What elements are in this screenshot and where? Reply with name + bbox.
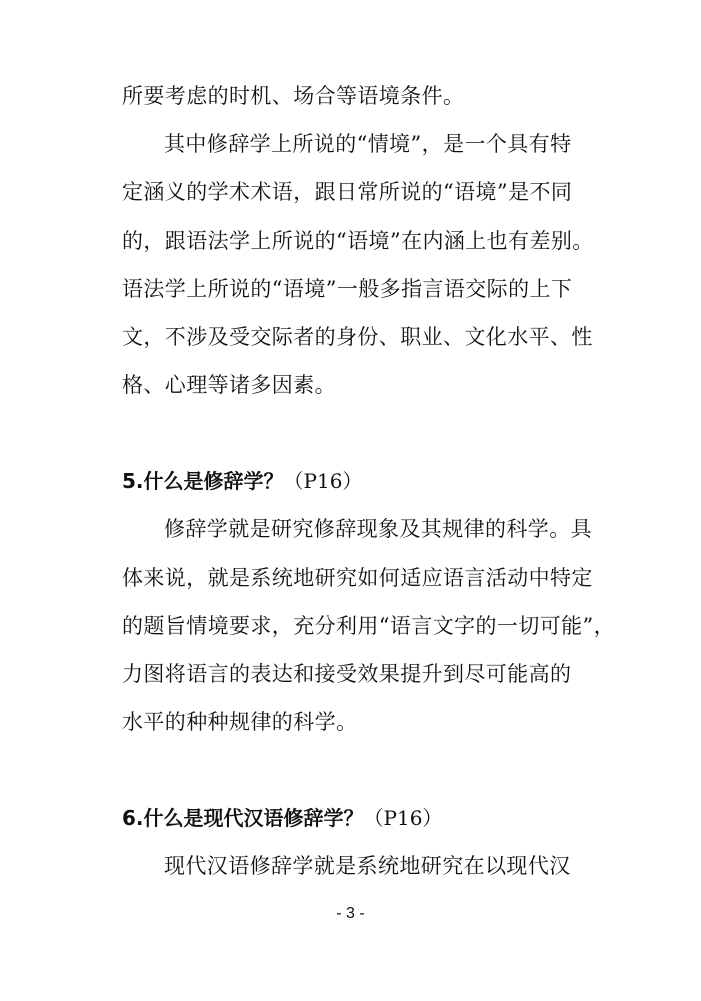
section-heading <box>122 803 442 833</box>
section-heading <box>122 466 362 496</box>
page-reference: （P16） <box>283 469 363 493</box>
paragraph-line: 水平的种种规律的科学。 <box>122 710 358 734</box>
paragraph-line: 定涵义的学术术语，跟日常所说的“语境”是不同 <box>122 180 573 204</box>
paragraph-line: 的题旨情境要求，充分利用“语言文字的一切可能”， <box>122 614 616 638</box>
paragraph-line: 体来说，就是系统地研究如何适应语言活动中特定 <box>122 566 593 590</box>
page-reference: （P16） <box>363 806 443 830</box>
paragraph-line: 格、心理等诸多因素。 <box>122 373 336 397</box>
paragraph-line: 其中修辞学上所说的“情境”，是一个具有特 <box>164 132 572 156</box>
paragraph-line: 文，不涉及受交际者的身份、职业、文化水平、性 <box>122 325 593 349</box>
paragraph-line: 现代汉语修辞学就是系统地研究在以现代汉 <box>164 854 571 878</box>
paragraph-line: 的，跟语法学上所说的“语境”在内涵上也有差别。 <box>122 229 594 253</box>
paragraph-line: 修辞学就是研究修辞现象及其规律的科学。具 <box>164 517 592 541</box>
paragraph-line: 语法学上所说的“语境”一般多指言语交际的上下 <box>122 277 573 301</box>
paragraph-line: 所要考虑的时机、场合等语境条件。 <box>122 84 465 108</box>
paragraph-line: 力图将语言的表达和接受效果提升到尽可能高的 <box>122 662 572 686</box>
page-number: - 3 - <box>336 905 365 922</box>
section-heading-text: 6.什么是现代汉语修辞学？ <box>122 806 364 830</box>
section-heading-text: 5.什么是修辞学？ <box>122 469 284 493</box>
